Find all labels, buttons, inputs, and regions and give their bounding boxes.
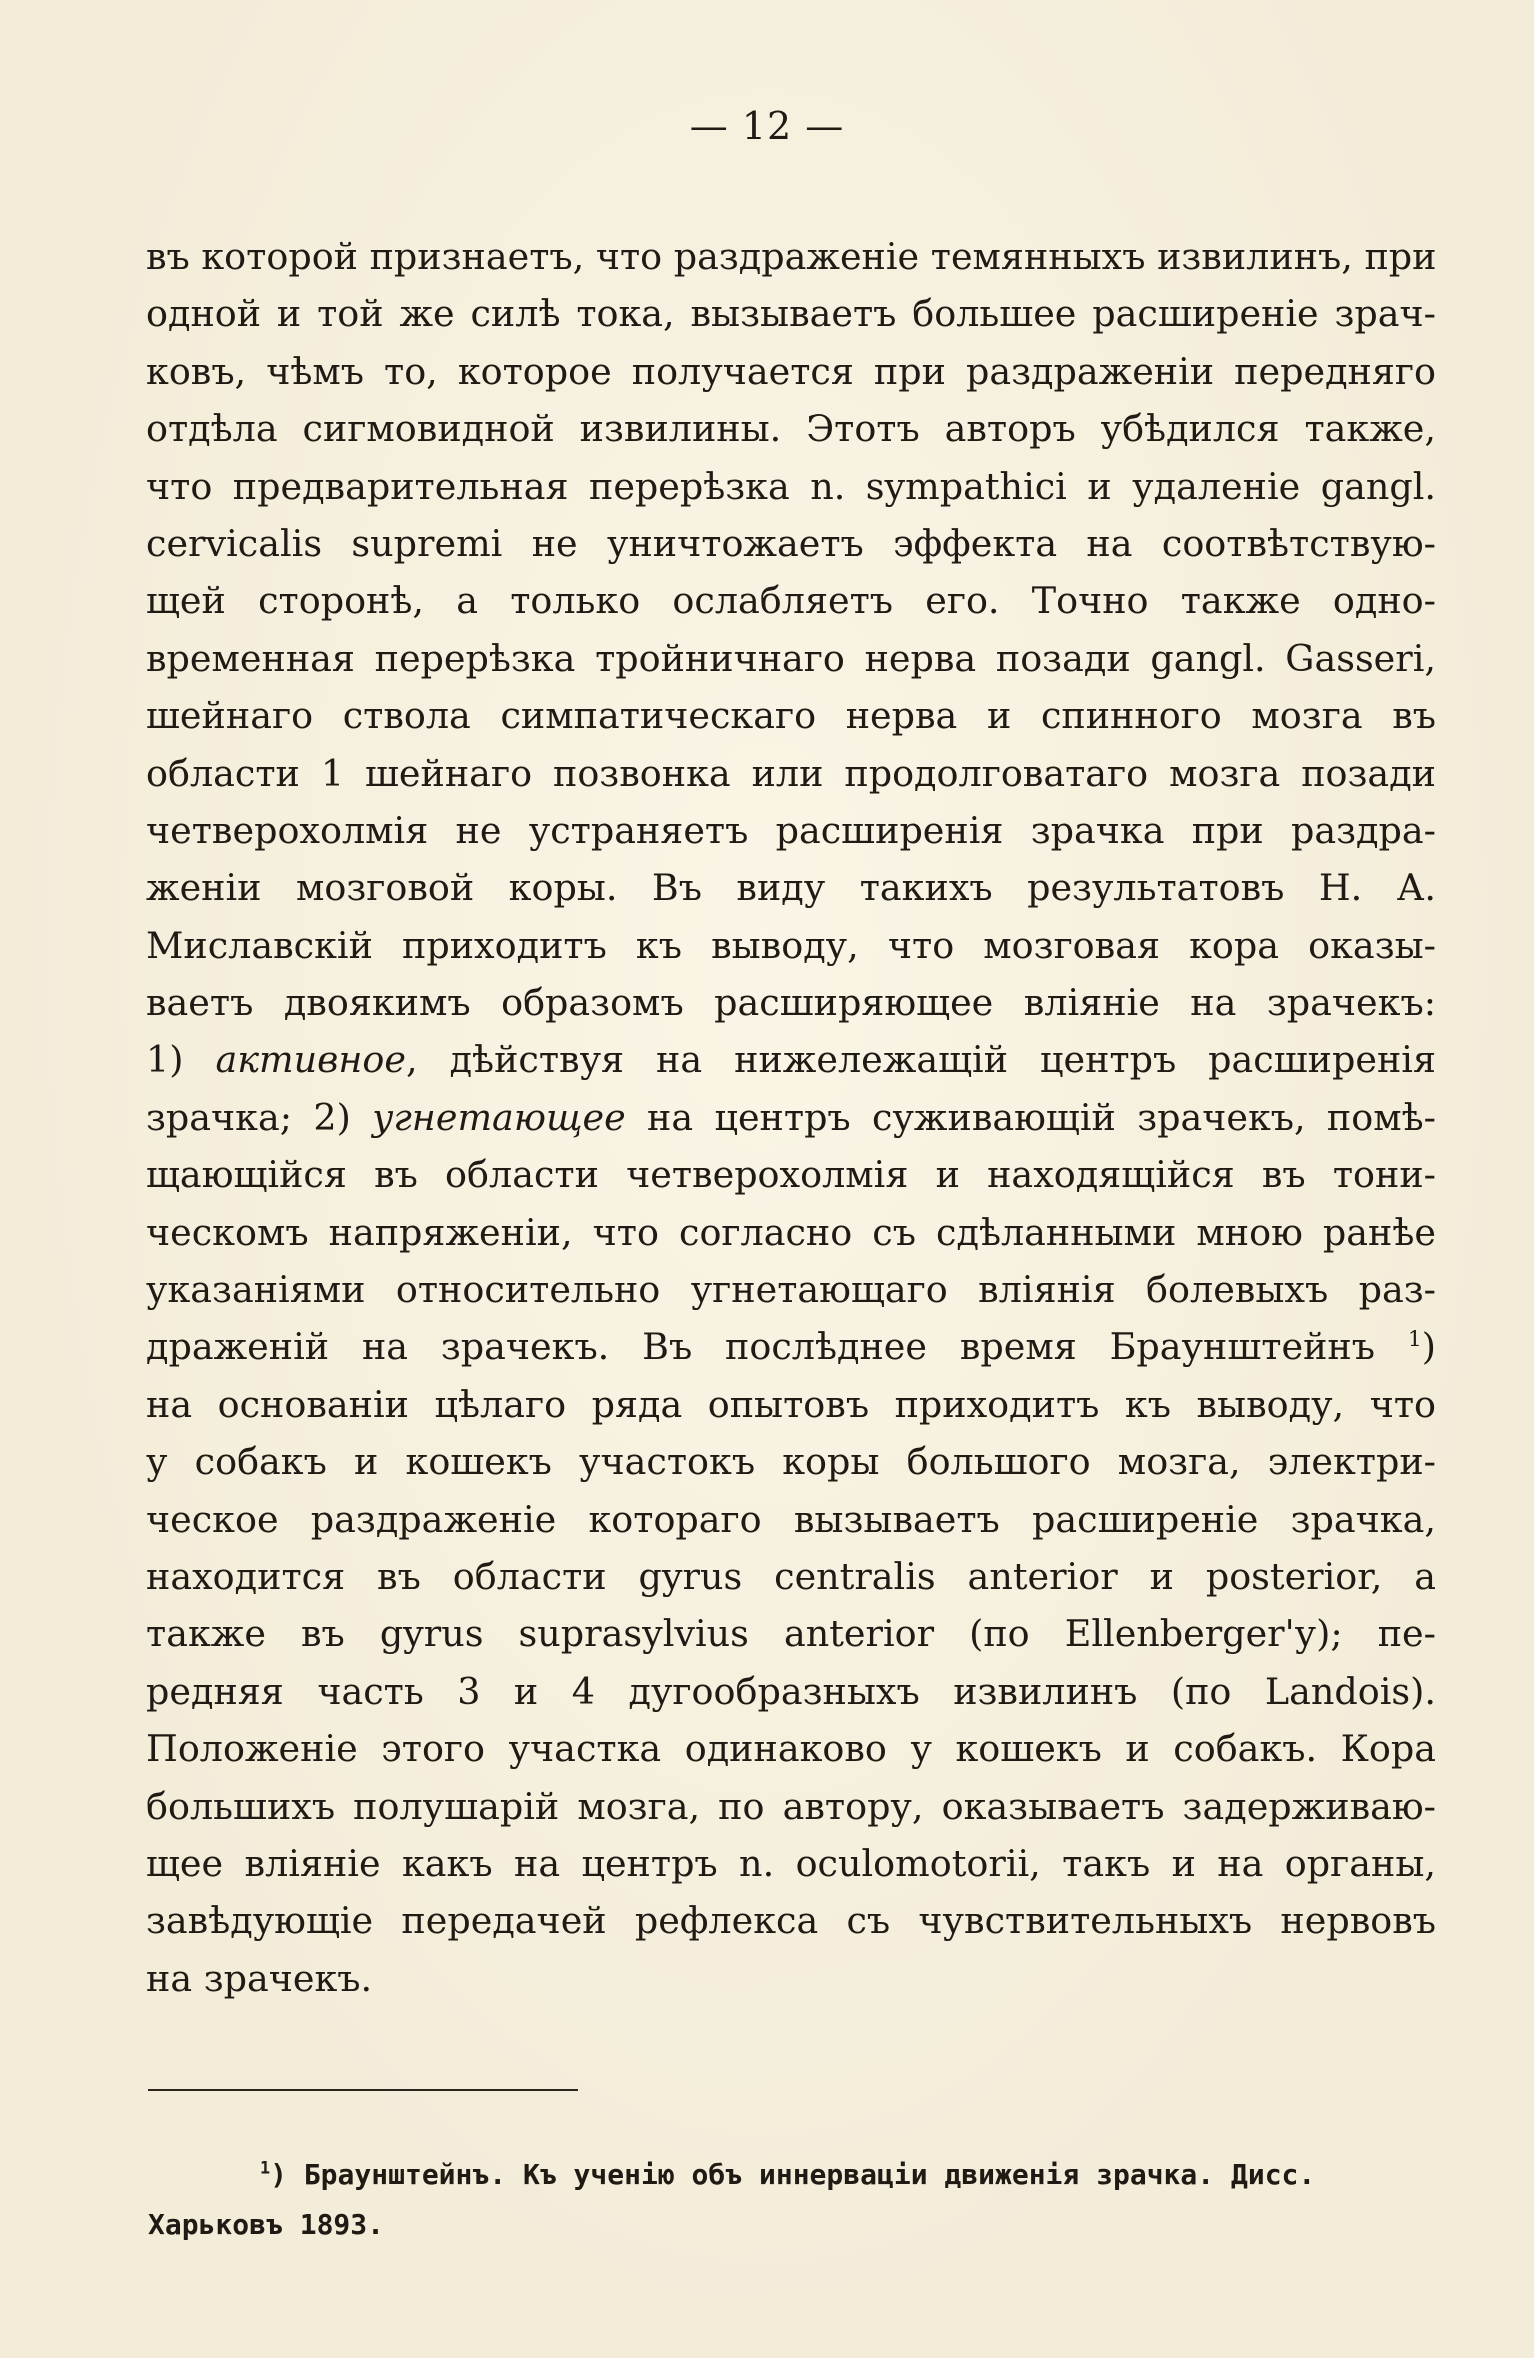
text-line-inhibiting [146, 1089, 1436, 1146]
enum-2: зрачка; 2) [146, 1095, 351, 1139]
page-number: — 12 — [689, 104, 845, 148]
text-line: ковъ, чѣмъ то, которое получается при раздраженіи передняго [146, 349, 1436, 393]
line-rest: на центръ суживающій зрачекъ, помѣ- [647, 1095, 1436, 1139]
text-line: что предварительная перерѣзка n. sympathici и удаленіе gangl. [146, 464, 1436, 508]
text-line: указаніями относительно угнетающаго вліянія болевыхъ раз- [146, 1268, 1436, 1312]
enum-1: 1) [146, 1038, 184, 1082]
text-line: Положеніе этого участка одинаково у кошекъ и собакъ. Кора [146, 1727, 1436, 1771]
text-line-active [146, 1031, 1436, 1088]
text-line: четверохолмія не устраняетъ расширенія зрачка при раздра- [146, 808, 1436, 852]
line-text: драженій на зрачекъ. Въ послѣднее время Браунштейнъ [146, 1325, 1375, 1369]
footnote-line: Харьковъ 1893. [148, 2208, 385, 2241]
text-line: женіи мозговой коры. Въ виду такихъ результатовъ Н. А. [146, 866, 1436, 910]
text-line: щее вліяніе какъ на центръ n. oculomotorii, такъ и на органы, [146, 1841, 1436, 1885]
footnote [148, 2150, 1436, 2250]
text-line: одной и той же силѣ тока, вызываетъ большее расширеніе зрач- [146, 292, 1436, 336]
text-line: ческое раздраженіе котораго вызываетъ расширеніе зрачка, [146, 1497, 1436, 1541]
footnote-reference: 1 [1407, 1327, 1422, 1353]
text-line: щающійся въ области четверохолмія и находящійся въ тони- [146, 1153, 1436, 1197]
footnote-marker: 1 [260, 2157, 271, 2178]
text-line: ческомъ напряженіи, что согласно съ сдѣланными мною ранѣе [146, 1210, 1436, 1254]
paren: ) [1421, 1325, 1436, 1369]
text-line: временная перерѣзка тройничнаго нерва позади gangl. Gasseri, [146, 636, 1436, 680]
footnote-line [148, 2150, 1436, 2200]
text-line: у собакъ и кошекъ участокъ коры большого мозга, электри- [146, 1440, 1436, 1484]
body-text [146, 228, 1436, 2007]
text-line: области 1 шейнаго позвонка или продолговатаго мозга позади [146, 751, 1436, 795]
text-line-last: на зрачекъ. [146, 1956, 373, 2000]
footnote-divider [148, 2089, 578, 2091]
text-line: находится въ области gyrus centralis anterior и posterior, а [146, 1554, 1436, 1598]
text-line: щей сторонѣ, а только ослабляетъ его. Точно также одно- [146, 579, 1436, 623]
text-line: также въ gyrus suprasylvius anterior (по Ellenberger'у); пе- [146, 1612, 1436, 1656]
text-line-footnote-ref [146, 1318, 1436, 1375]
text-line: шейнаго ствола симпатическаго нерва и спинного мозга въ [146, 694, 1436, 738]
footnote-text: ) Браунштейнъ. Къ ученію объ иннерваціи движенія зрачка. Дисс. [270, 2158, 1316, 2191]
line-rest: , дѣйствуя на нижележащій центръ расширенія [406, 1038, 1436, 1082]
text-line: большихъ полушарій мозга, по автору, оказываетъ задерживаю- [146, 1784, 1436, 1828]
text-line: завѣдующіе передачей рефлекса съ чувствительныхъ нервовъ [146, 1899, 1436, 1943]
text-line: редняя часть 3 и 4 дугообразныхъ извилинъ (по Landois). [146, 1669, 1436, 1713]
text-line: Миславскій приходитъ къ выводу, что мозговая кора оказы- [146, 923, 1436, 967]
italic-active: активное [215, 1038, 406, 1082]
italic-inhibiting: угнетающее [372, 1095, 626, 1139]
text-line: cervicalis supremi не уничтожаетъ эффекта на соотвѣтствую- [146, 521, 1436, 565]
text-line: на основаніи цѣлаго ряда опытовъ приходитъ къ выводу, что [146, 1382, 1436, 1426]
text-line: въ которой признаетъ, что раздраженіе темянныхъ извилинъ, при [146, 235, 1436, 278]
text-line: ваетъ двоякимъ образомъ расширяющее вліяніе на зрачекъ: [146, 981, 1436, 1025]
text-line: отдѣла сигмовидной извилины. Этотъ авторъ убѣдился также, [146, 407, 1436, 451]
